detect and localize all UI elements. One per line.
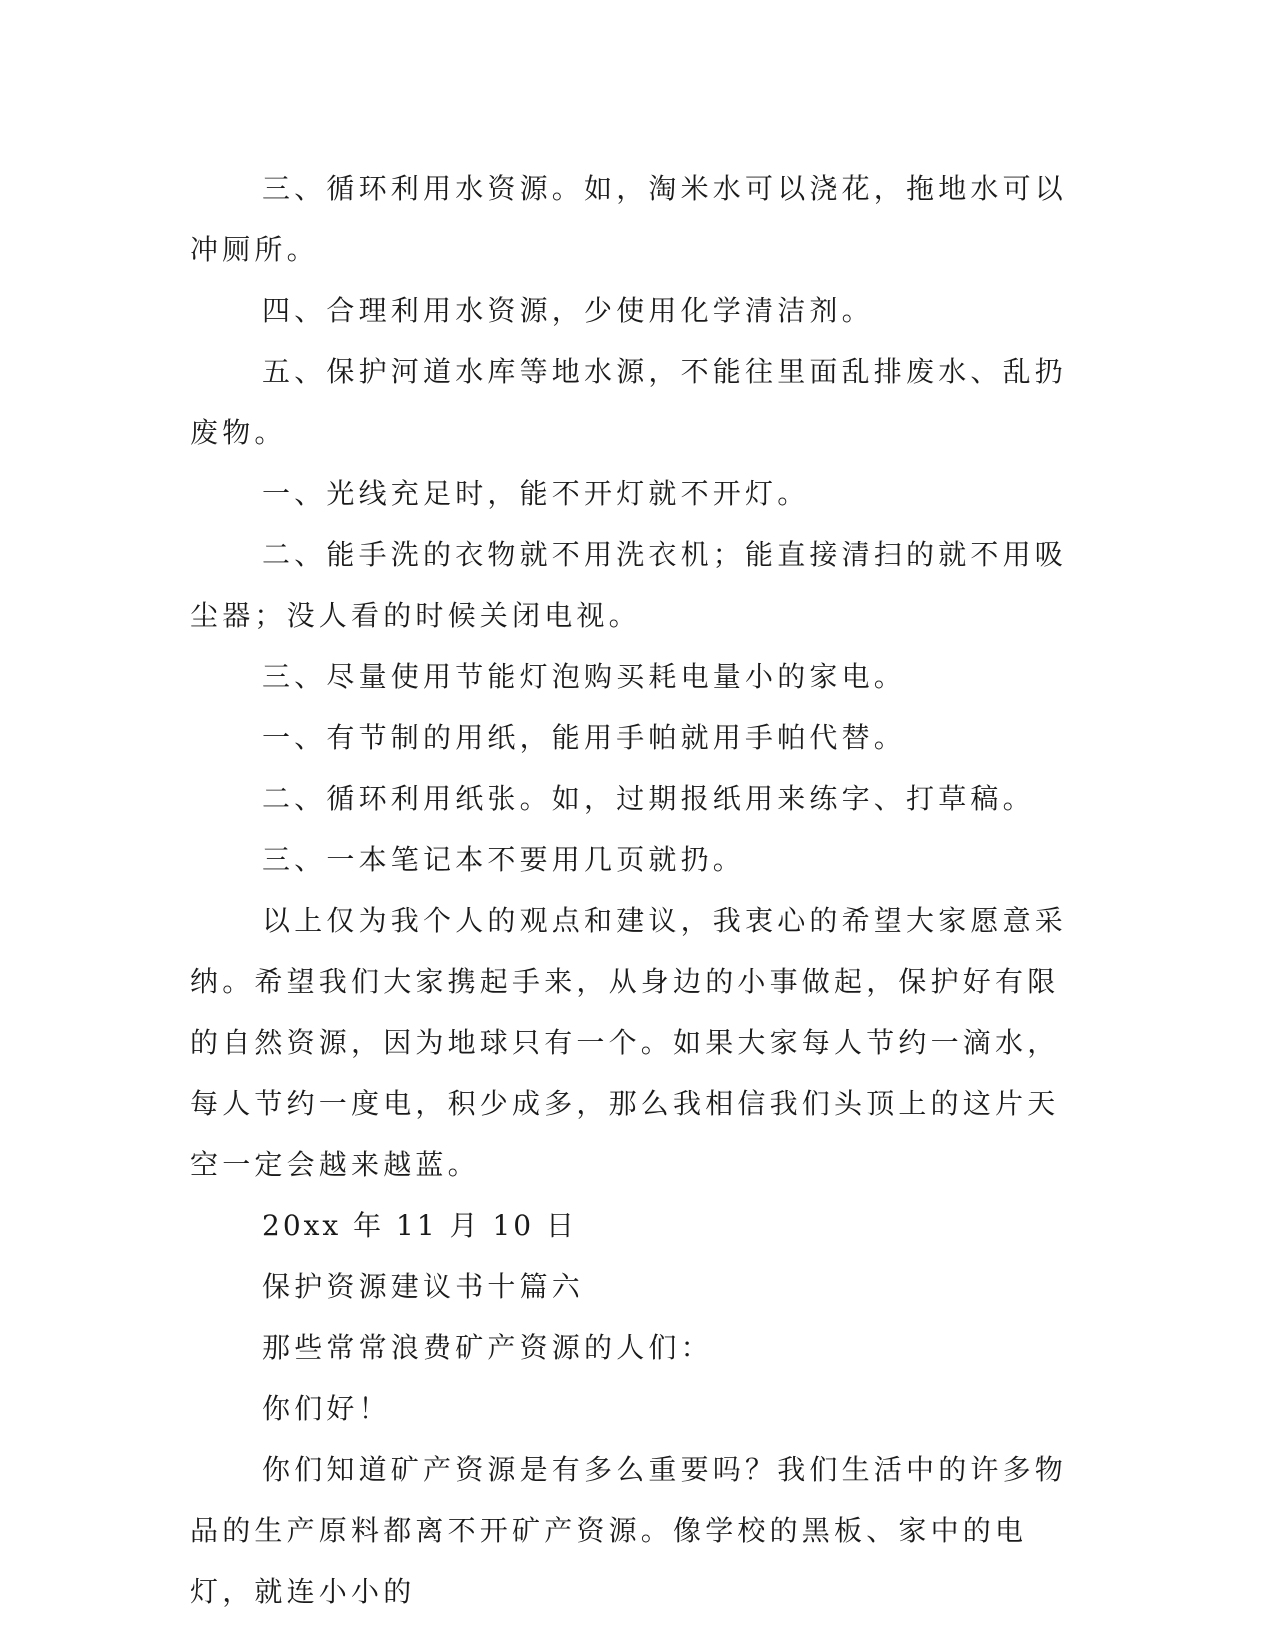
date-line: 20xx 年 11 月 10 日 <box>262 1209 577 1242</box>
paragraph-energy-saving-bulbs: 三、尽量使用节能灯泡购买耗电量小的家电。 <box>262 660 907 693</box>
paragraph-protect-water-sources: 五、保护河道水库等地水源，不能往里面乱排废水、乱扔废物。 <box>190 355 1068 449</box>
paragraph-paper-moderation: 一、有节制的用纸，能用手帕就用手帕代替。 <box>262 721 907 754</box>
paragraph-water-reasonable-use: 四、合理利用水资源，少使用化学清洁剂。 <box>262 294 874 327</box>
paragraph-save-appliances: 二、能手洗的衣物就不用洗衣机；能直接清扫的就不用吸尘器；没人看的时候关闭电视。 <box>190 538 1068 632</box>
paragraph-water-recycle: 三、循环利用水资源。如，淘米水可以浇花，拖地水可以冲厕所。 <box>190 172 1068 266</box>
letter-salutation: 那些常常浪费矿产资源的人们： <box>262 1331 713 1364</box>
paragraph-mineral-importance: 你们知道矿产资源是有多么重要吗？我们生活中的许多物品的生产原料都离不开矿产资源。像学校的黑板、家中的电灯，就连小小的 <box>190 1453 1068 1608</box>
document-body <box>190 158 1080 1622</box>
paragraph-notebook-use: 三、一本笔记本不要用几页就扔。 <box>262 843 746 876</box>
paragraph-conclusion: 以上仅为我个人的观点和建议，我衷心的希望大家愿意采纳。希望我们大家携起手来，从身边的小事做起，保护好有限的自然资源，因为地球只有一个。如果大家每人节约一滴水，每人节约一度电，积少成多，那么我相信我们头顶上的这片天空一定会越来越蓝。 <box>190 904 1068 1181</box>
paragraph-lights-off: 一、光线充足时，能不开灯就不开灯。 <box>262 477 810 510</box>
letter-greeting: 你们好！ <box>262 1392 391 1425</box>
paragraph-paper-recycle: 二、循环利用纸张。如，过期报纸用来练字、打草稿。 <box>262 782 1035 815</box>
section-title: 保护资源建议书十篇六 <box>262 1270 585 1303</box>
